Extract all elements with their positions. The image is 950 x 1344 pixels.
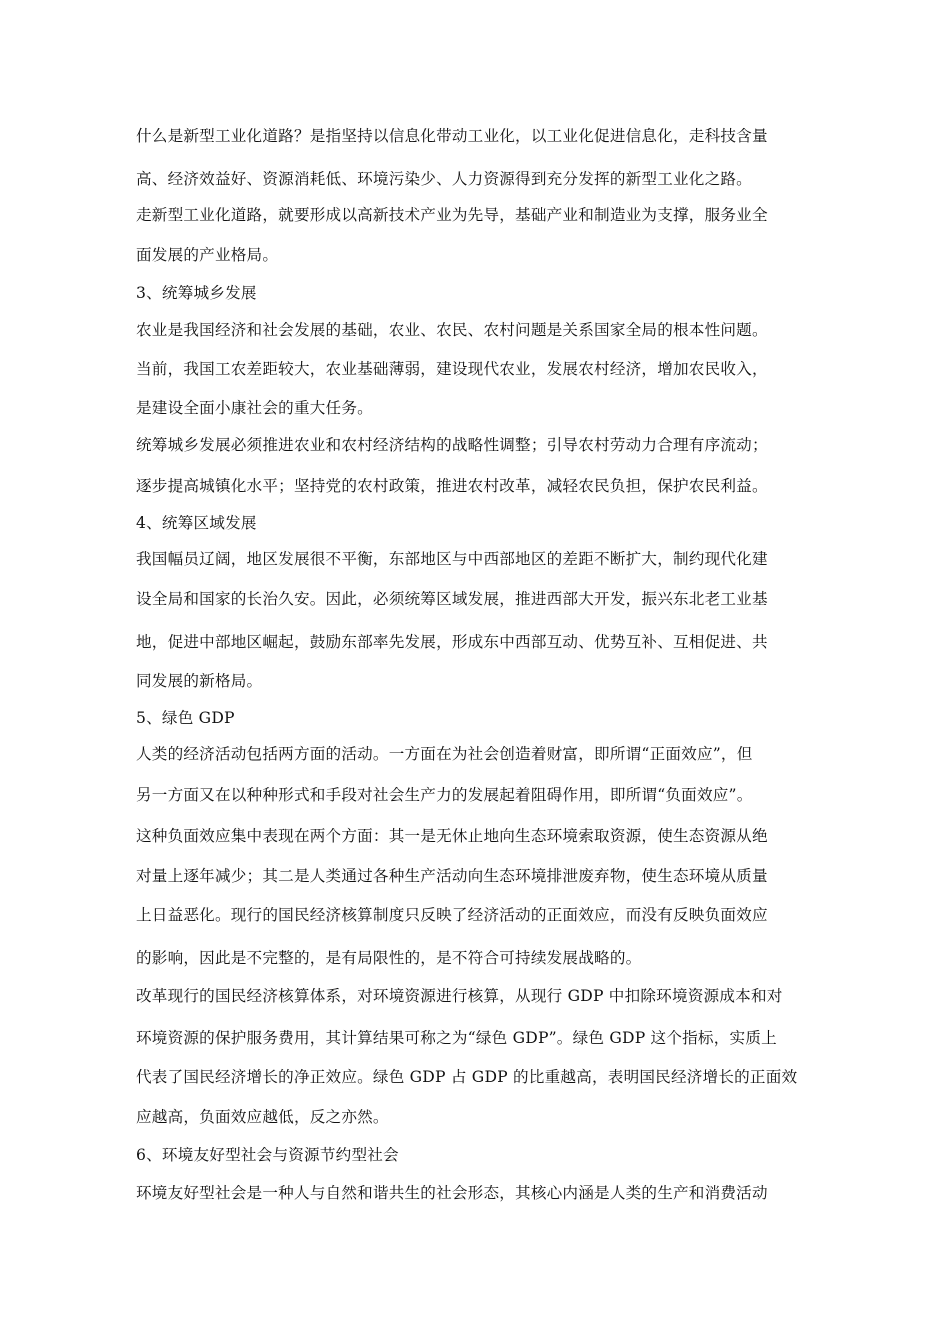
section-heading: 6、环境友好型社会与资源节约型社会 (136, 1146, 399, 1164)
text-line: 走新型工业化道路，就要形成以高新技术产业为先导，基础产业和制造业为支撑，服务业全 (136, 206, 768, 224)
text-line: 地，促进中部地区崛起，鼓励东部率先发展，形成东中西部互动、优势互补、互相促进、共 (136, 633, 768, 651)
section-heading: 4、统筹区域发展 (136, 514, 257, 532)
section-heading: 3、统筹城乡发展 (136, 284, 257, 302)
text-line: 什么是新型工业化道路？是指坚持以信息化带动工业化，以工业化促进信息化，走科技含量 (136, 127, 768, 145)
text-line: 我国幅员辽阔，地区发展很不平衡，东部地区与中西部地区的差距不断扩大，制约现代化建 (136, 550, 768, 568)
text-line: 另一方面又在以种种形式和手段对社会生产力的发展起着阻碍作用，即所谓“负面效应”。 (136, 786, 753, 804)
text-line: 环境资源的保护服务费用，其计算结果可称之为“绿色 GDP”。绿色 GDP 这个指标，实质上 (136, 1029, 777, 1047)
text-line: 改革现行的国民经济核算体系，对环境资源进行核算，从现行 GDP 中扣除环境资源成本和对 (136, 987, 783, 1005)
text-line: 统筹城乡发展必须推进农业和农村经济结构的战略性调整；引导农村劳动力合理有序流动； (136, 436, 768, 454)
text-line: 的影响，因此是不完整的，是有局限性的，是不符合可持续发展战略的。 (136, 949, 642, 967)
text-line: 环境友好型社会是一种人与自然和谐共生的社会形态，其核心内涵是人类的生产和消费活动 (136, 1184, 768, 1202)
text-line: 上日益恶化。现行的国民经济核算制度只反映了经济活动的正面效应，而没有反映负面效应 (136, 906, 768, 924)
text-line: 对量上逐年减少；其二是人类通过各种生产活动向生态环境排泄废弃物，使生态环境从质量 (136, 867, 768, 885)
text-line: 是建设全面小康社会的重大任务。 (136, 399, 373, 417)
text-line: 应越高，负面效应越低，反之亦然。 (136, 1108, 389, 1126)
text-line: 面发展的产业格局。 (136, 246, 279, 264)
text-line: 逐步提高城镇化水平；坚持党的农村政策，推进农村改革，减轻农民负担，保护农民利益。 (136, 477, 768, 495)
text-line: 农业是我国经济和社会发展的基础，农业、农民、农村问题是关系国家全局的根本性问题。 (136, 321, 768, 339)
text-line: 同发展的新格局。 (136, 672, 263, 690)
section-heading: 5、绿色 GDP (136, 709, 235, 727)
text-line: 设全局和国家的长治久安。因此，必须统筹区域发展，推进西部大开发，振兴东北老工业基 (136, 590, 768, 608)
text-line: 人类的经济活动包括两方面的活动。一方面在为社会创造着财富，即所谓“正面效应”，但 (136, 745, 753, 763)
text-line: 当前，我国工农差距较大，农业基础薄弱，建设现代农业，发展农村经济，增加农民收入， (136, 360, 768, 378)
text-line: 这种负面效应集中表现在两个方面：其一是无休止地向生态环境索取资源，使生态资源从绝 (136, 827, 768, 845)
text-line: 代表了国民经济增长的净正效应。绿色 GDP 占 GDP 的比重越高，表明国民经济增长的正面效 (136, 1068, 798, 1086)
text-line: 高、经济效益好、资源消耗低、环境污染少、人力资源得到充分发挥的新型工业化之路。 (136, 170, 752, 188)
